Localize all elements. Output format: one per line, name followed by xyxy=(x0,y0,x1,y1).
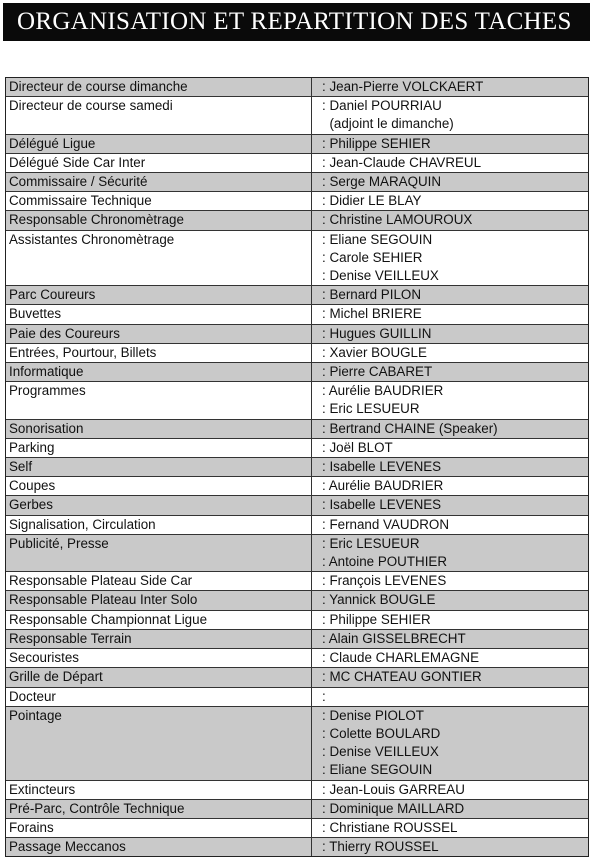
person-name: : Philippe SEHIER xyxy=(322,611,588,629)
person-name: : Isabelle LEVENES xyxy=(322,496,588,514)
role-cell: Secouristes xyxy=(6,649,312,667)
people-cell xyxy=(312,192,588,210)
people-cell xyxy=(312,707,588,780)
table-row xyxy=(6,285,588,304)
people-cell xyxy=(312,630,588,648)
person-name: : Denise VEILLEUX xyxy=(322,267,588,285)
role-cell: Programmes xyxy=(6,382,312,418)
people-cell xyxy=(312,154,588,172)
people-cell xyxy=(312,211,588,229)
people-cell xyxy=(312,800,588,818)
role-cell: Gerbes xyxy=(6,496,312,514)
table-row xyxy=(6,648,588,667)
people-cell xyxy=(312,496,588,514)
person-name: : Fernand VAUDRON xyxy=(322,516,588,534)
person-name: : Aurélie BAUDRIER xyxy=(322,477,588,495)
people-cell xyxy=(312,611,588,629)
people-cell xyxy=(312,572,588,590)
person-name: : Bertrand CHAINE (Speaker) xyxy=(322,420,588,438)
role-cell: Publicité, Presse xyxy=(6,535,312,571)
table-row xyxy=(6,457,588,476)
person-name: : Joël BLOT xyxy=(322,439,588,457)
people-cell xyxy=(312,420,588,438)
table-row xyxy=(6,571,588,590)
role-cell: Pointage xyxy=(6,707,312,780)
role-cell: Signalisation, Circulation xyxy=(6,516,312,534)
role-cell: Grille de Départ xyxy=(6,668,312,686)
table-row xyxy=(6,210,588,229)
role-cell: Assistantes Chronomètrage xyxy=(6,231,312,286)
table-row xyxy=(6,172,588,191)
role-cell: Responsable Championnat Ligue xyxy=(6,611,312,629)
person-name: : Thierry ROUSSEL xyxy=(322,838,588,856)
role-cell: Buvettes xyxy=(6,305,312,323)
table-row xyxy=(6,515,588,534)
people-cell xyxy=(312,781,588,799)
table-row xyxy=(6,476,588,495)
people-cell xyxy=(312,439,588,457)
table-row xyxy=(6,153,588,172)
role-cell: Informatique xyxy=(6,363,312,381)
page-title: ORGANISATION ET REPARTITION DES TACHES xyxy=(3,3,590,41)
table-row xyxy=(6,799,588,818)
role-cell: Responsable Chronomètrage xyxy=(6,211,312,229)
person-name: : Carole SEHIER xyxy=(322,249,588,267)
table-row xyxy=(6,534,588,571)
people-cell xyxy=(312,231,588,286)
person-name: : Didier LE BLAY xyxy=(322,192,588,210)
role-cell: Parking xyxy=(6,439,312,457)
person-name: : Yannick BOUGLE xyxy=(322,591,588,609)
role-cell: Forains xyxy=(6,819,312,837)
people-cell xyxy=(312,305,588,323)
people-cell xyxy=(312,477,588,495)
person-name: : Daniel POURRIAU xyxy=(322,97,588,115)
role-cell: Directeur de course samedi xyxy=(6,97,312,133)
task-table xyxy=(5,77,589,857)
role-cell: Commissaire / Sécurité xyxy=(6,173,312,191)
person-name: : Jean-Pierre VOLCKAERT xyxy=(322,78,588,96)
person-name: : Serge MARAQUIN xyxy=(322,173,588,191)
person-name: : Jean-Louis GARREAU xyxy=(322,781,588,799)
person-name: : Colette BOULARD xyxy=(322,725,588,743)
role-cell: Pré-Parc, Contrôle Technique xyxy=(6,800,312,818)
table-row xyxy=(6,610,588,629)
person-name: : Xavier BOUGLE xyxy=(322,344,588,362)
person-name: : Alain GISSELBRECHT xyxy=(322,630,588,648)
person-name: : Eliane SEGOUIN xyxy=(322,761,588,779)
person-name: : Christiane ROUSSEL xyxy=(322,819,588,837)
person-name: : Bernard PILON xyxy=(322,286,588,304)
people-cell xyxy=(312,516,588,534)
person-name: : Eliane SEGOUIN xyxy=(322,231,588,249)
table-row xyxy=(6,96,588,133)
people-cell xyxy=(312,458,588,476)
person-name: : Denise VEILLEUX xyxy=(322,743,588,761)
people-cell xyxy=(312,135,588,153)
table-row xyxy=(6,343,588,362)
table-row xyxy=(6,818,588,837)
table-row xyxy=(6,419,588,438)
table-row xyxy=(6,629,588,648)
table-row xyxy=(6,780,588,799)
people-cell xyxy=(312,649,588,667)
role-cell: Délégué Ligue xyxy=(6,135,312,153)
table-row xyxy=(6,706,588,780)
role-cell: Responsable Plateau Inter Solo xyxy=(6,591,312,609)
person-name: : Hugues GUILLIN xyxy=(322,325,588,343)
people-cell xyxy=(312,97,588,133)
table-row xyxy=(6,667,588,686)
people-cell xyxy=(312,344,588,362)
role-cell: Extincteurs xyxy=(6,781,312,799)
table-row xyxy=(6,590,588,609)
person-name: : Eric LESUEUR xyxy=(322,400,588,418)
role-cell: Paie des Coureurs xyxy=(6,325,312,343)
person-name: : Aurélie BAUDRIER xyxy=(322,382,588,400)
people-cell xyxy=(312,173,588,191)
person-name: : Christine LAMOUROUX xyxy=(322,211,588,229)
person-name: : Claude CHARLEMAGNE xyxy=(322,649,588,667)
role-cell: Responsable Plateau Side Car xyxy=(6,572,312,590)
role-cell: Sonorisation xyxy=(6,420,312,438)
table-row xyxy=(6,687,588,706)
table-row xyxy=(6,324,588,343)
role-cell: Docteur xyxy=(6,688,312,706)
person-name: : Dominique MAILLARD xyxy=(322,800,588,818)
people-cell xyxy=(312,819,588,837)
people-cell xyxy=(312,838,588,856)
role-cell: Commissaire Technique xyxy=(6,192,312,210)
person-name: : Denise PIOLOT xyxy=(322,707,588,725)
table-row xyxy=(6,362,588,381)
people-cell xyxy=(312,535,588,571)
table-row xyxy=(6,230,588,286)
table-row xyxy=(6,78,588,96)
person-name: : Pierre CABARET xyxy=(322,363,588,381)
person-name: : MC CHATEAU GONTIER xyxy=(322,668,588,686)
table-row xyxy=(6,495,588,514)
person-name: : Jean-Claude CHAVREUL xyxy=(322,154,588,172)
table-row xyxy=(6,304,588,323)
table-row xyxy=(6,191,588,210)
role-cell: Coupes xyxy=(6,477,312,495)
people-cell xyxy=(312,286,588,304)
person-name: : Michel BRIERE xyxy=(322,305,588,323)
people-cell xyxy=(312,78,588,96)
person-name: : Eric LESUEUR xyxy=(322,535,588,553)
role-cell: Responsable Terrain xyxy=(6,630,312,648)
table-row xyxy=(6,381,588,418)
role-cell: Self xyxy=(6,458,312,476)
people-cell xyxy=(312,325,588,343)
people-cell xyxy=(312,591,588,609)
person-name: : Antoine POUTHIER xyxy=(322,553,588,571)
role-cell: Passage Meccanos xyxy=(6,838,312,856)
person-name: : Isabelle LEVENES xyxy=(322,458,588,476)
role-cell: Entrées, Pourtour, Billets xyxy=(6,344,312,362)
role-cell: Directeur de course dimanche xyxy=(6,78,312,96)
table-row xyxy=(6,837,588,856)
person-name: (adjoint le dimanche) xyxy=(329,116,454,132)
people-cell xyxy=(312,363,588,381)
table-row xyxy=(6,438,588,457)
people-cell xyxy=(312,382,588,418)
person-name: : François LEVENES xyxy=(322,572,588,590)
role-cell: Délégué Side Car Inter xyxy=(6,154,312,172)
people-cell xyxy=(312,668,588,686)
role-cell: Parc Coureurs xyxy=(6,286,312,304)
table-row xyxy=(6,134,588,153)
person-name: : Philippe SEHIER xyxy=(322,135,588,153)
person-name xyxy=(322,688,588,706)
people-cell xyxy=(312,688,588,706)
